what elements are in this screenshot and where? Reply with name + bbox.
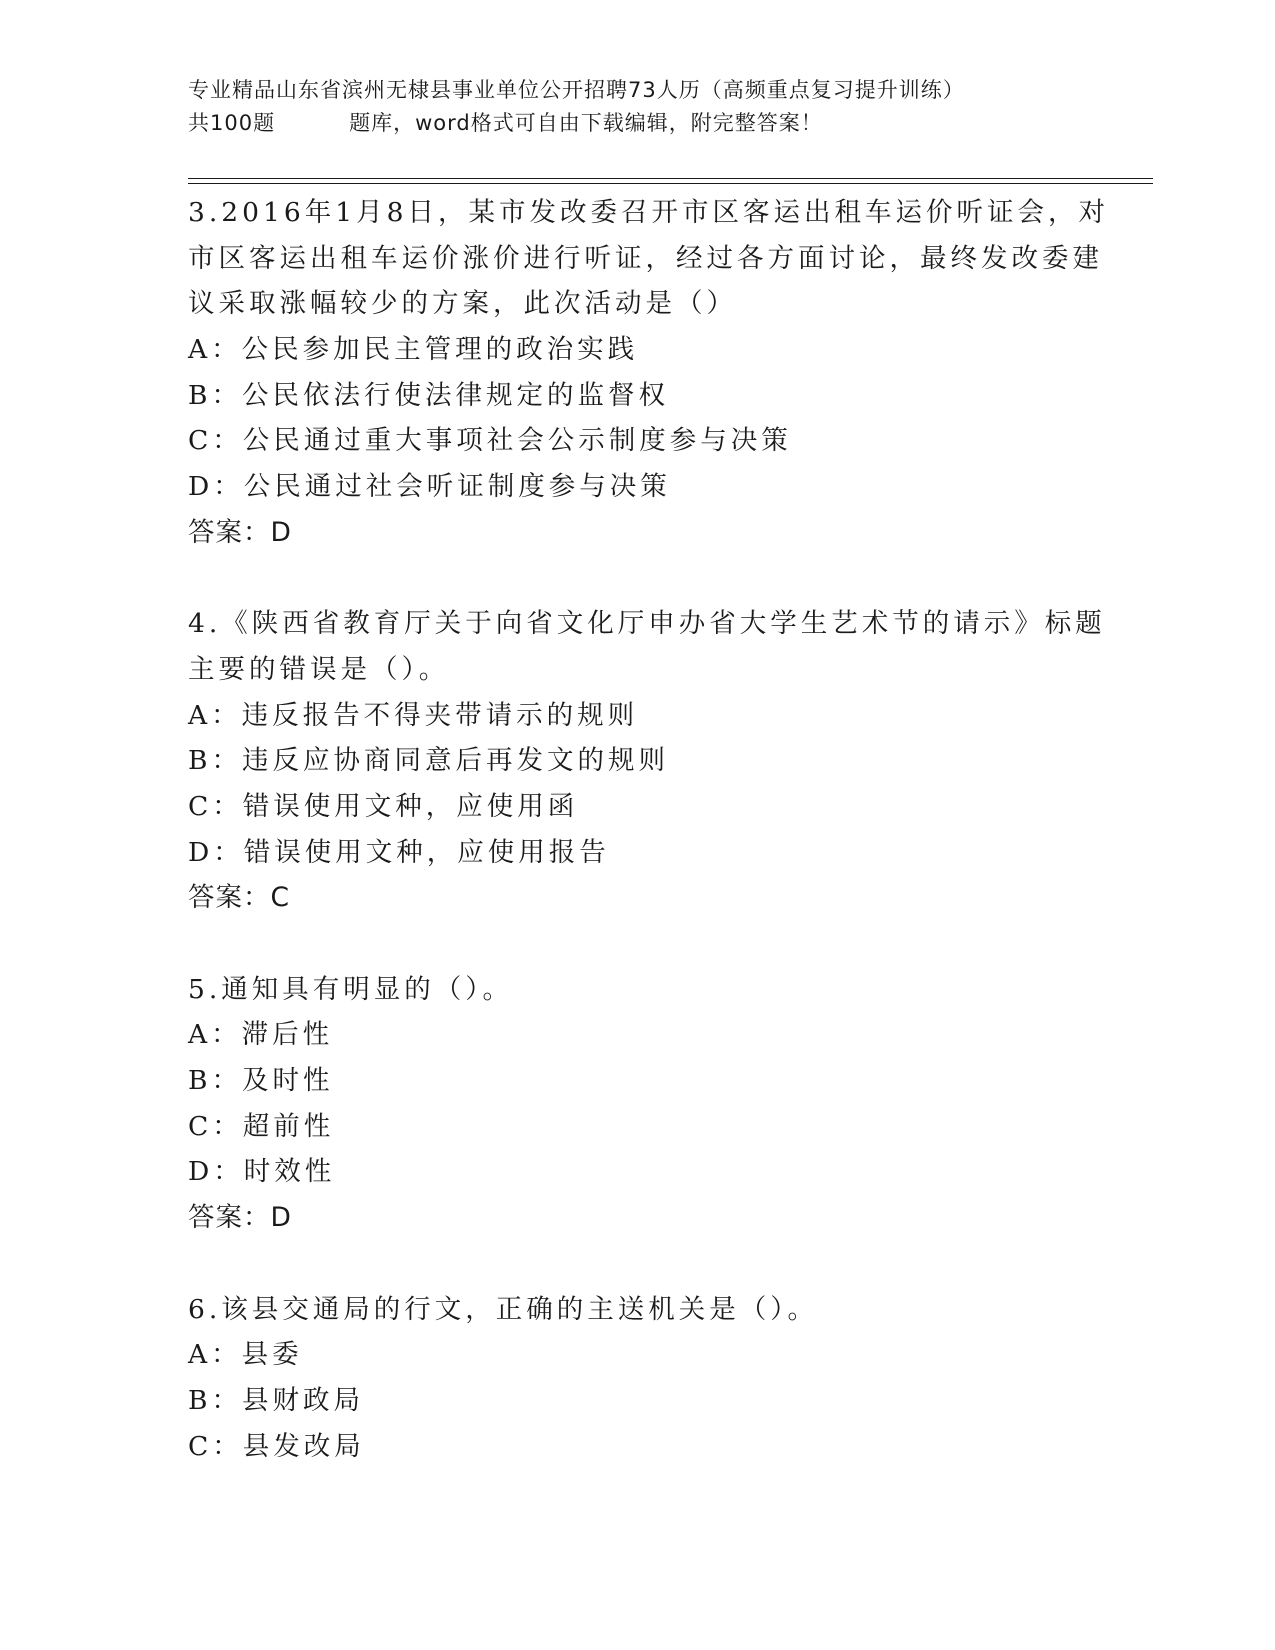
option-d: D：公民通过社会听证制度参与决策 [188,471,671,503]
question-list [188,190,1109,1469]
question-stem-line: 主要的错误是（）。 [188,653,450,685]
question-stem-line: 3.2016年1月8日，某市发改委召开市区客运出租车运价听证会，对 [188,197,1109,228]
header-divider-top [188,178,1153,179]
option-c: C：公民通过重大事项社会公示制度参与决策 [188,425,792,457]
option-c: C：错误使用文种，应使用函 [188,790,579,822]
question-4 [188,601,1106,967]
answer-line: 答案：C [188,882,291,914]
document-header [188,74,1088,140]
header-title-line: 专业精品山东省滨州无棣县事业单位公开招聘73人历（高频重点复习提升训练） [188,78,965,102]
option-b: B：及时性 [188,1065,334,1097]
question-stem-line: 议采取涨幅较少的方案，此次活动是（） [188,288,737,320]
question-3 [188,190,1109,601]
option-c: C：超前性 [188,1110,335,1142]
question-stem-line: 市区客运出租车运价涨价进行听证，经过各方面讨论，最终发改委建 [188,242,1103,274]
option-d: D：错误使用文种，应使用报告 [188,836,610,868]
header-question-count: 共100题 [188,111,276,135]
option-d: D：时效性 [188,1156,336,1188]
header-description: 题库，word格式可自由下载编辑，附完整答案！ [349,111,823,135]
question-stem-line: 5.通知具有明显的（）。 [188,973,514,1005]
question-5 [188,967,1088,1287]
question-6 [188,1287,1088,1470]
answer-line: 答案：D [188,1202,292,1234]
option-b: B：违反应协商同意后再发文的规则 [188,745,669,777]
option-a: A：违反报告不得夹带请示的规则 [188,699,639,731]
header-subtitle-line [188,107,1088,140]
option-a: A：滞后性 [188,1019,334,1051]
option-b: B：县财政局 [188,1384,364,1416]
option-a: A：县委 [188,1339,303,1371]
option-b: B：公民依法行使法律规定的监督权 [188,379,669,411]
question-stem-line: 6.该县交通局的行文，正确的主送机关是（）。 [188,1293,819,1325]
question-stem-line: 4.《陕西省教育厅关于向省文化厅申办省大学生艺术节的请示》标题 [188,608,1106,640]
option-c: C：县发改局 [188,1430,365,1462]
option-a: A：公民参加民主管理的政治实践 [188,334,639,366]
answer-line: 答案：D [188,516,292,548]
header-divider-bottom [188,183,1153,184]
